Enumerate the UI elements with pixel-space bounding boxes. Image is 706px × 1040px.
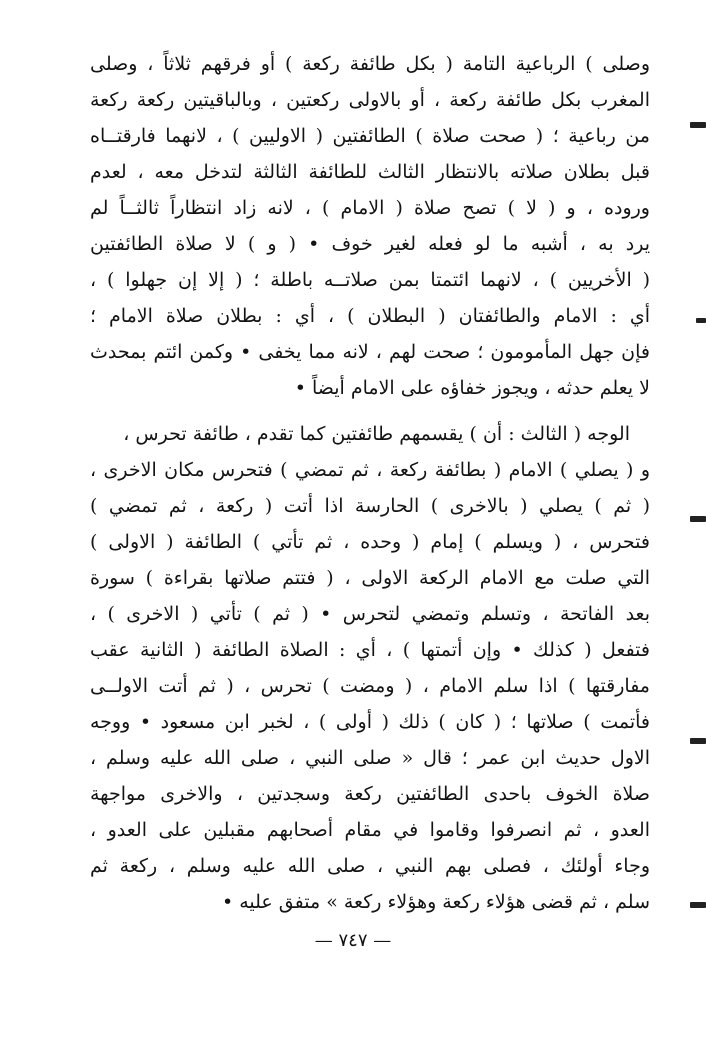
margin-mark: [690, 902, 706, 908]
text-line: وروده ، و ( لا ) تصح صلاة ( الامام ) ، لانه زاد انتظاراً ثالثــاً لم: [90, 197, 650, 219]
text-line: من رباعية ؛ ( صحت صلاة ) الطائفتين ( الاوليين ) ، لانهما فارقتــاه: [90, 125, 650, 147]
text-line: صلاة الخوف باحدى الطائفتين ركعة وسجدتين ، والاخرى مواجهة: [90, 783, 650, 805]
text-line: فتفعل ( كذلك • وإن أتمتها ) ، أي : الصلاة الطائفة ( الثانية عقب: [90, 639, 650, 661]
text-line: التي صلت مع الامام الركعة الاولى ، ( فتتم صلاتها بقراءة ) سورة: [90, 567, 650, 589]
margin-mark: [690, 122, 706, 128]
text-line: سلم ، ثم قضى هؤلاء ركعة وهؤلاء ركعة » متفق عليه •: [221, 891, 650, 913]
text-line: و ( يصلي ) الامام ( بطائفة ركعة ، ثم تمضي ) فتحرس مكان الاخرى ،: [90, 459, 650, 481]
text-line: وجاء أولئك ، فصلى بهم النبي ، صلى الله عليه وسلم ، ركعة ثم: [90, 855, 650, 877]
margin-mark: [690, 516, 706, 522]
text-line: لا يعلم حدثه ، ويجوز خفاؤه على الامام أيضاً •: [294, 377, 650, 399]
text-line: فإن جهل المأمومون ؛ صحت لهم ، لانه مما يخفى • وكمن ائتم بمحدث: [90, 341, 650, 363]
text-line: يرد به ، أشبه ما لو فعله لغير خوف • ( و ) لا صلاة الطائفتين: [90, 233, 650, 255]
text-line: بعد الفاتحة ، وتسلم وتمضي لتحرس • ( ثم ) تأتي ( الاخرى ) ،: [90, 603, 650, 625]
text-line: فأتمت ) صلاتها ؛ ( كان ) ذلك ( أولى ) ، لخبر ابن مسعود • ووجه: [90, 711, 650, 733]
text-line: أي : الامام والطائفتان ( البطلان ) ، أي : بطلان صلاة الامام ؛: [90, 305, 650, 327]
margin-mark: [690, 738, 706, 744]
text-line: الاول حديث ابن عمر ؛ قال « صلى النبي ، صلى الله عليه وسلم ،: [90, 747, 650, 769]
text-line: ( ثم ) يصلي ( بالاخرى ) الحارسة اذا أتت ( ركعة ، ثم تمضي ): [90, 495, 650, 517]
text-line: المغرب بكل طائفة ركعة ، أو بالاولى ركعتين ، وبالباقيتين ركعة ركعة: [90, 89, 650, 111]
text-line: فتحرس ، ( ويسلم ) إمام ( وحده ، ثم تأتي ) الطائفة ( الاولى ): [90, 531, 650, 553]
page-number: — ٧٤٧ —: [314, 930, 392, 951]
text-line: مفارقتها ) اذا سلم الامام ، ( ومضت ) تحرس ، ( ثم أتت الاولــى: [90, 675, 650, 697]
margin-mark: [696, 318, 706, 323]
text-line: وصلى ) الرباعية التامة ( بكل طائفة ركعة ) أو فرقهم ثلاثاً ، وصلى: [90, 53, 650, 75]
text-line: قبل بطلان صلاته بالانتظار الثالث للطائفة الثالثة لتدخل معه ، لعدم: [90, 161, 650, 183]
text-line: العدو ، ثم انصرفوا وقاموا في مقام أصحابهم مقبلين على العدو ،: [90, 819, 650, 841]
text-line: الوجه ( الثالث : أن ) يقسمهم طائفتين كما تقدم ، طائفة تحرس ،: [123, 423, 630, 445]
text-line: ( الأخريين ) ، لانهما ائتمتا بمن صلاتــه باطلة ؛ ( إلا إن جهلوا ) ،: [90, 269, 650, 291]
